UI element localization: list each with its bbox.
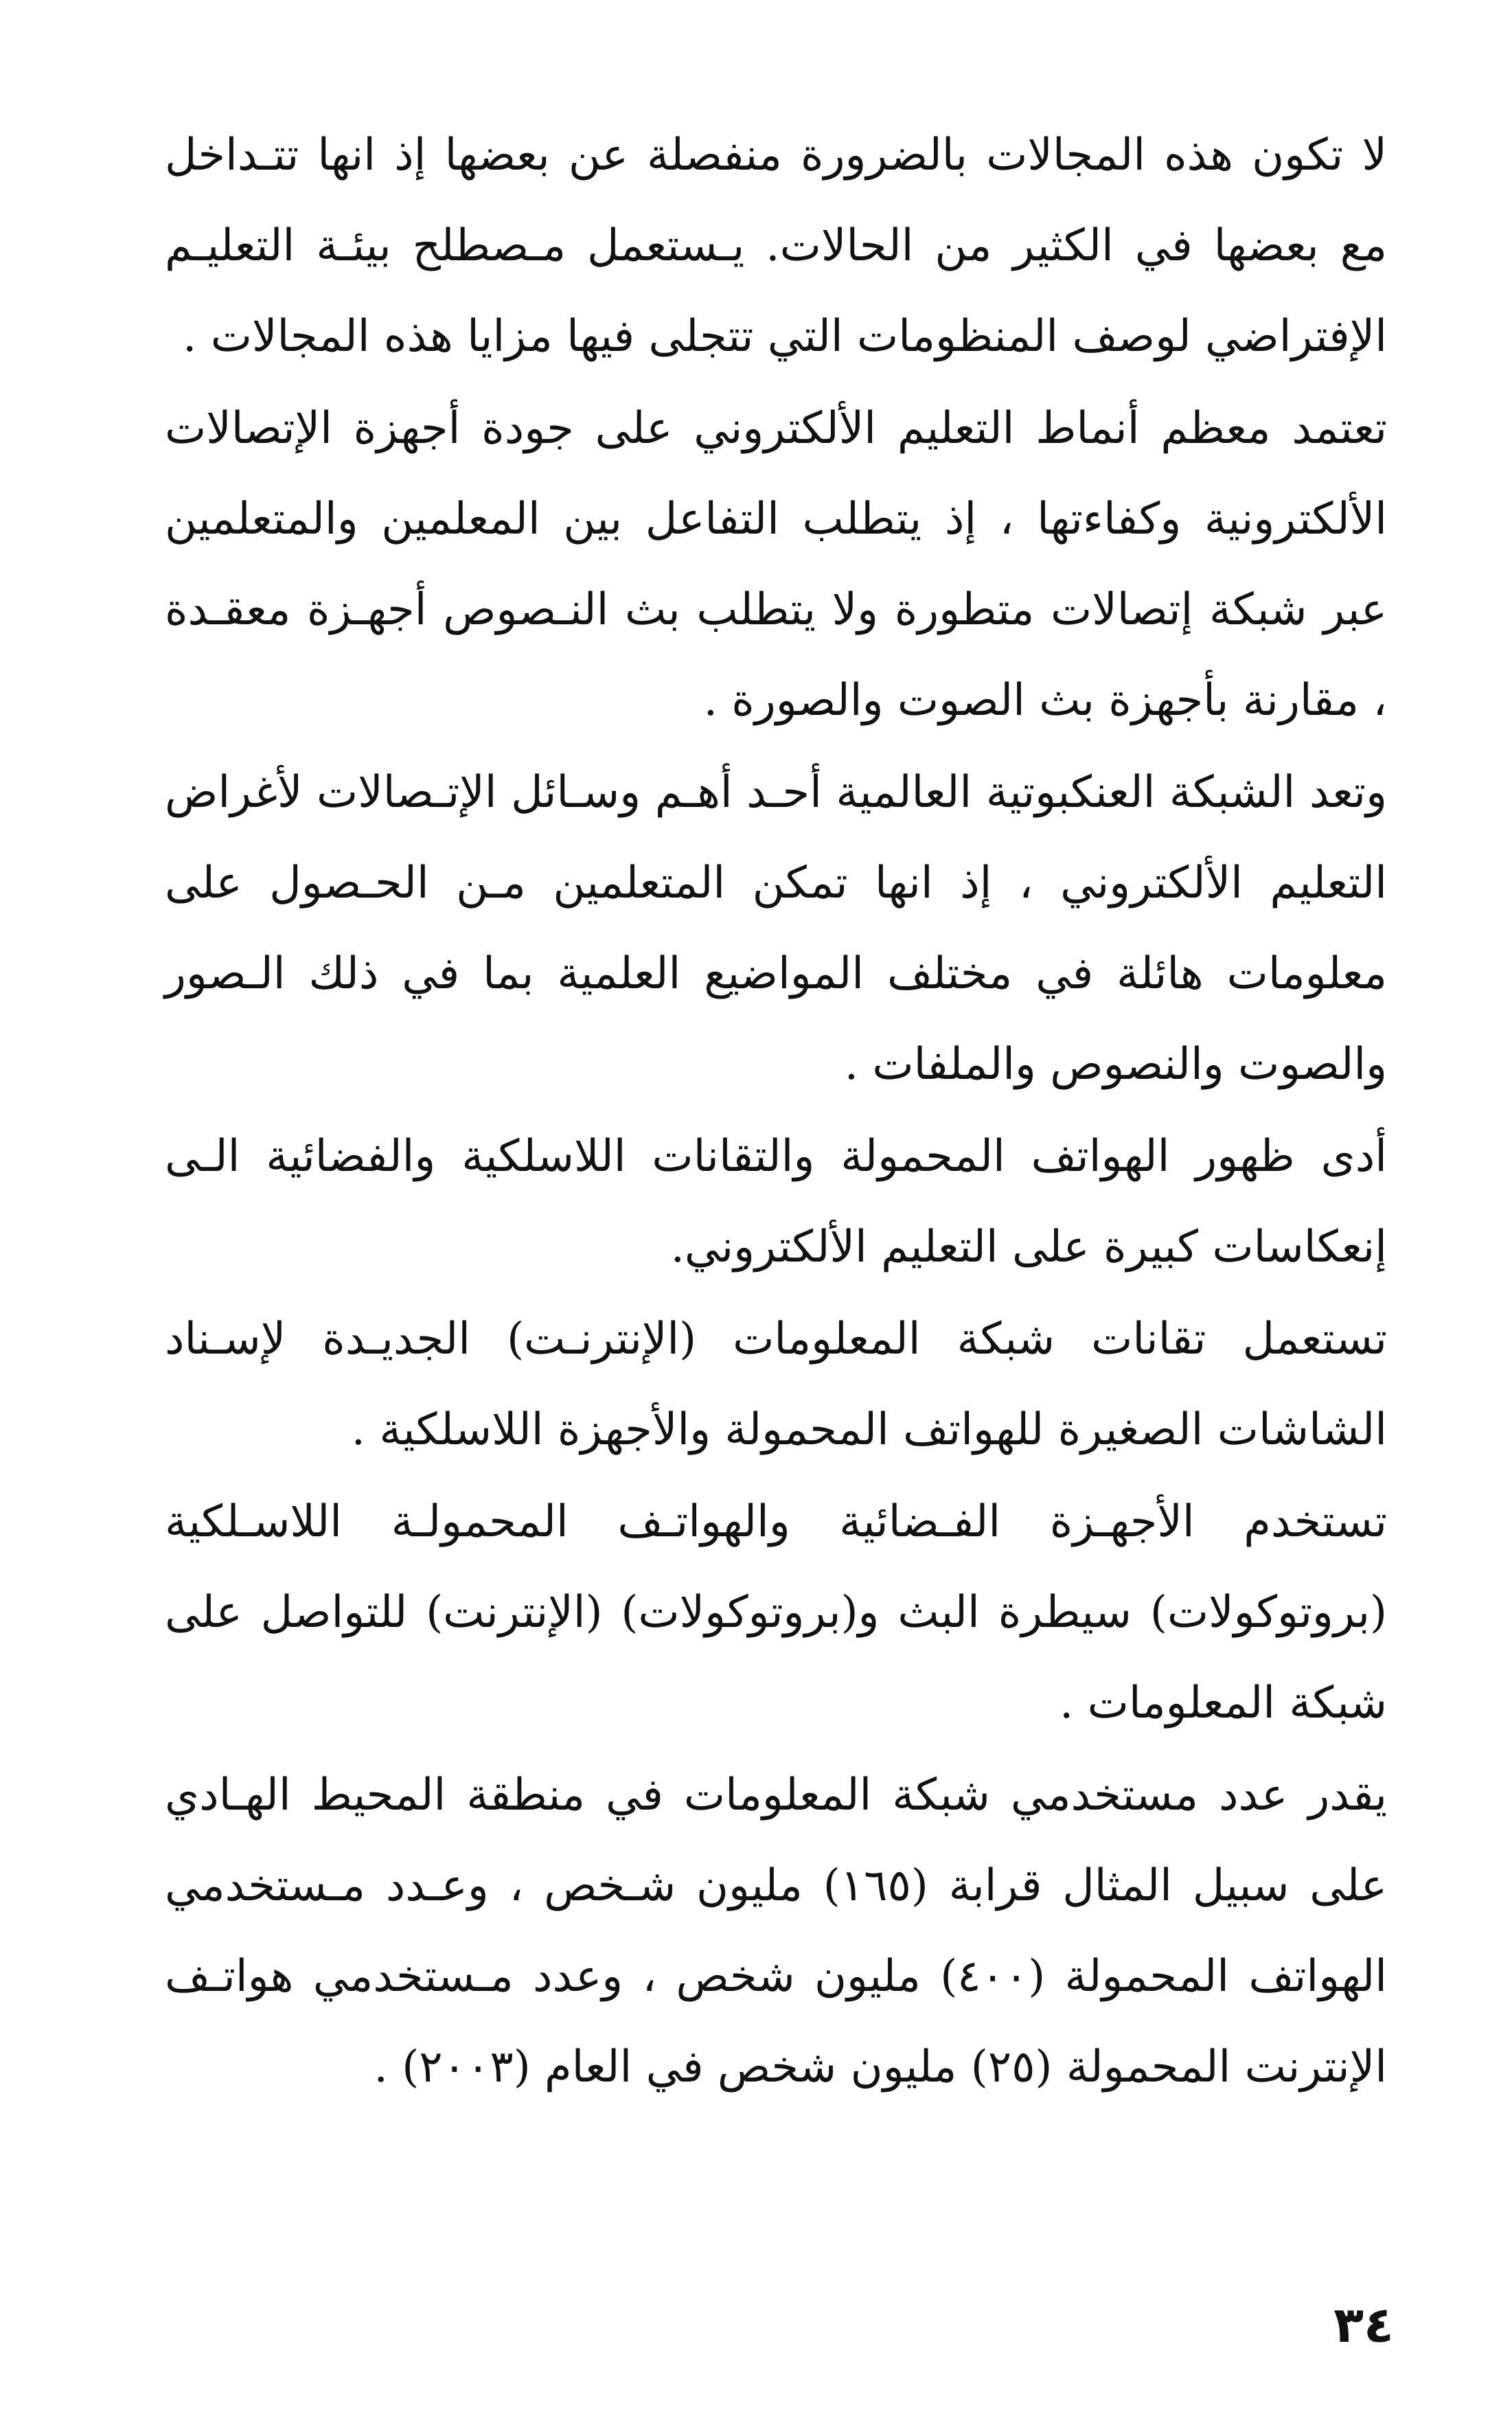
body-text bbox=[165, 110, 1387, 2114]
paragraph-6: تستخدم الأجهـزة الفـضائية والهواتـف المحمولـة اللاسـلكية (بروتوكولات) سيطرة البث و(بروتوكولات) (الإنترنت) للتواصل على شبكة المعلومات . bbox=[165, 1496, 1387, 1729]
paragraph-7: يقدر عدد مستخدمي شبكة المعلومات في منطقة المحيط الهـادي على سبيل المثال قرابة (١٦٥) مليون شـخص ، وعـدد مـستخدمي الهواتف المحمولة (٤٠٠) مليون شخص ، وعدد مـستخدمي هواتـف الإنترنت المحمولة (٢٥) مليون شخص في العام (٢٠٠٣) . bbox=[165, 1770, 1387, 2093]
paragraph-1: لا تكون هذه المجالات بالضرورة منفصلة عن بعضها إذ انها تتـداخل مع بعضها في الكثير من الحالات. يـستعمل مـصطلح بيئـة التعليـم الإفتراضي لوصف المنظومات التي تتجلى فيها مزايا هذه المجالات . bbox=[165, 130, 1388, 362]
page-number: ٣٤ bbox=[1333, 2296, 1394, 2354]
paragraph-2: تعتمد معظم أنماط التعليم الألكتروني على جودة أجهزة الإتصالات الألكترونية وكفاءتها ، إذ يتطلب التفاعل بين المعلمين والمتعلمين عبر شبكة إتصالات متطورة ولا يتطلب بث النـصوص أجهـزة معقـدة ، مقارنة بأجهزة بث الصوت والصورة . bbox=[165, 403, 1387, 726]
paragraph-4: أدى ظهور الهواتف المحمولة والتقانات اللاسلكية والفضائية الـى إنعكاسات كبيرة على التعليم الألكتروني. bbox=[165, 1131, 1387, 1273]
paragraph-5: تستعمل تقانات شبكة المعلومات (الإنترنـت) الجديـدة لإسـناد الشاشات الصغيرة للهواتف المحمولة والأجهزة اللاسلكية . bbox=[165, 1314, 1388, 1455]
paragraph-3: وتعد الشبكة العنكبوتية العالمية أحـد أهـم وسـائل الإتـصالات لأغراض التعليم الألكتروني ، إذ انها تمكن المتعلمين مـن الحـصول على معلومات هائلة في مختلف المواضيع العلمية بما في ذلك الـصور والصوت والنصوص والملفات . bbox=[165, 767, 1388, 1090]
